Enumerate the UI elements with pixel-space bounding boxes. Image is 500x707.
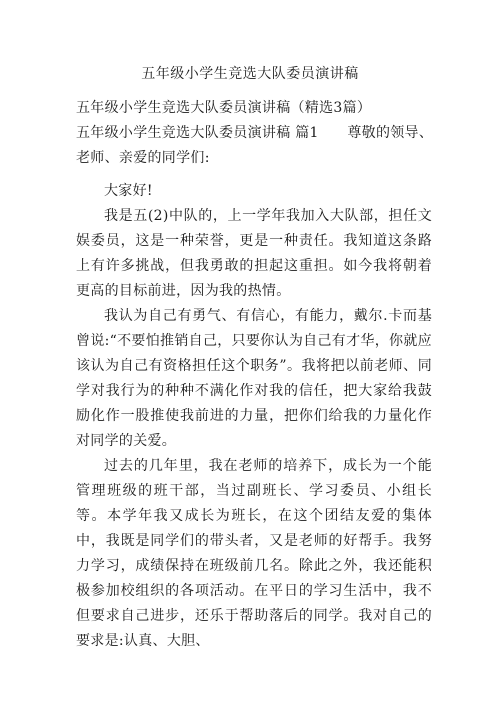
body-paragraph-2: 我认为自己有勇气、有信心，有能力，戴尔.卡而基曾说:“不要怕推销自己，只要你认为自己有才华，你就应该认为自己有资格担任这个职务”。我将把以前老师、同学对我行为的种种不满化作对我的信任，把大家给我鼓励化作一股推使我前进的力量，把你们给我的力量化作对同学的关爱。 xyxy=(76,308,432,449)
greeting-paragraph: 大家好! xyxy=(104,183,153,199)
body-paragraph-3: 过去的几年里，我在老师的培养下，成长为一个能管理班级的班干部，当过副班长、学习委员、小组长等。本学年我又成长为班长，在这个团结友爱的集体中，我既是同学们的带头者，又是老师的好帮手。我努力学习，成绩保持在班级前几名。除此之外，我还能积极参加校组织的各项活动。在平日的学习生活中，我不但要求自己进步，还乐于帮助落后的同学。我对自己的要求是:认真、大胆、 xyxy=(76,458,432,649)
document-body xyxy=(76,96,432,654)
document-title: 五年级小学生竞选大队委员演讲稿 xyxy=(141,66,359,82)
salutation-continuation: 老师、亲爱的同学们: xyxy=(76,150,210,166)
article-heading-line: 五年级小学生竞选大队委员演讲稿 篇1 尊敬的领导、 xyxy=(76,125,434,141)
body-paragraph-1: 我是五(2)中队的，上一学年我加入大队部，担任文娱委员，这是一种荣誉，更是一种责任。我知道这条路上有许多挑战，但我勇敢的担起这重担。如今我将朝着更高的目标前进，因为我的热情。 xyxy=(76,208,432,299)
document-subtitle: 五年级小学生竞选大队委员演讲稿（精选3篇） xyxy=(76,100,372,116)
